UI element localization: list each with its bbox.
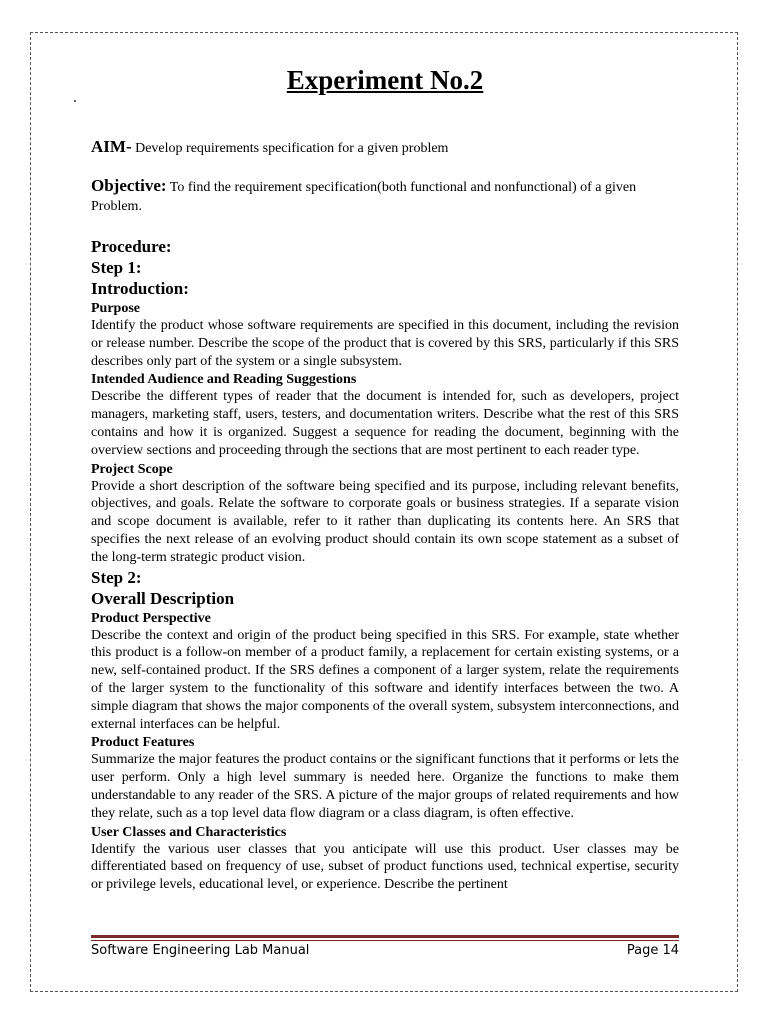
user-classes-heading: User Classes and Characteristics — [91, 824, 287, 840]
user-classes-paragraph: Identify the various user classes that you anticipate will use this product. User classes may be differentiated based on frequency of use, subset of product functions used, technical expertise, security or privilege levels, educational level, or experience. Describe the pertinent — [91, 841, 679, 893]
scope-paragraph: Provide a short description of the software being specified and its purpose, including relevant benefits, objectives, and goals. Relate the software to corporate goals or business strategies. If a separate vision and scope document is available, refer to it rather than duplicating its contents here. An SRS that specifies the next release of an evolving product should contain its own scope statement as a subset of the long-term strategic product vision. — [91, 478, 679, 565]
scope-heading: Project Scope — [91, 461, 173, 477]
objective-text: To find the requirement specification(both functional and nonfunctional) of a given Problem. — [91, 180, 637, 214]
aim-label: AIM- — [91, 137, 132, 156]
features-paragraph: Summarize the major features the product contains or the significant functions that it performs or lets the user perform. Only a high level summary is needed here. Organize the functions to make them understandable to any reader of the SRS. A picture of the major groups of related requirements and how they relate, such as a top level data flow diagram or a class diagram, is often effective. — [91, 752, 679, 821]
document-title: Experiment No.2 — [286, 65, 484, 95]
procedure-heading: Procedure: — [91, 237, 172, 256]
step1-heading: Step 1: — [91, 258, 142, 277]
features-heading: Product Features — [91, 735, 195, 751]
footer-rule-thin — [91, 940, 679, 941]
document-body — [91, 62, 679, 894]
purpose-paragraph: Identify the product whose software requirements are specified in this document, including the revision or release number. Describe the scope of the product that is covered by this SRS, particularly if this SRS describes only part of the system or a single subsystem. — [91, 318, 679, 369]
perspective-heading: Product Perspective — [91, 610, 211, 626]
page-number: Page 14 — [626, 943, 679, 958]
objective-label: Objective: — [91, 176, 167, 195]
step2-heading: Step 2: — [91, 567, 142, 587]
audience-paragraph: Describe the different types of reader that the document is intended for, such as developers, project managers, marketing staff, users, testers, and documentation writers. Describe what the rest of this SRS contains and how it is organized. Suggest a sequence for reading the document, beginning with the overview sections and proceeding through the sections that are most pertinent to each reader type. — [91, 389, 679, 458]
audience-heading: Intended Audience and Reading Suggestions — [91, 372, 357, 388]
footer-manual-title: Software Engineering Lab Manual — [91, 943, 310, 958]
aim-line — [91, 138, 679, 158]
introduction-heading: Introduction: — [91, 279, 189, 298]
purpose-heading: Purpose — [91, 301, 140, 316]
overall-description-heading: Overall Description — [91, 588, 235, 608]
aim-text: Develop requirements specification for a given problem — [135, 141, 449, 156]
objective-line — [91, 176, 679, 216]
stray-mark — [74, 100, 76, 102]
perspective-paragraph: Describe the context and origin of the product being specified in this SRS. For example, state whether this product is a follow-on member of a product family, a replacement for certain existing systems, or a new, self-contained product. If the SRS defines a component of a larger system, relate the requirements of the larger system to the functionality of this software and identify interfaces between the two. A simple diagram that shows the major components of the overall system, subsystem interconnections, and external interfaces can be helpful. — [91, 627, 679, 732]
footer-rule — [91, 935, 679, 938]
